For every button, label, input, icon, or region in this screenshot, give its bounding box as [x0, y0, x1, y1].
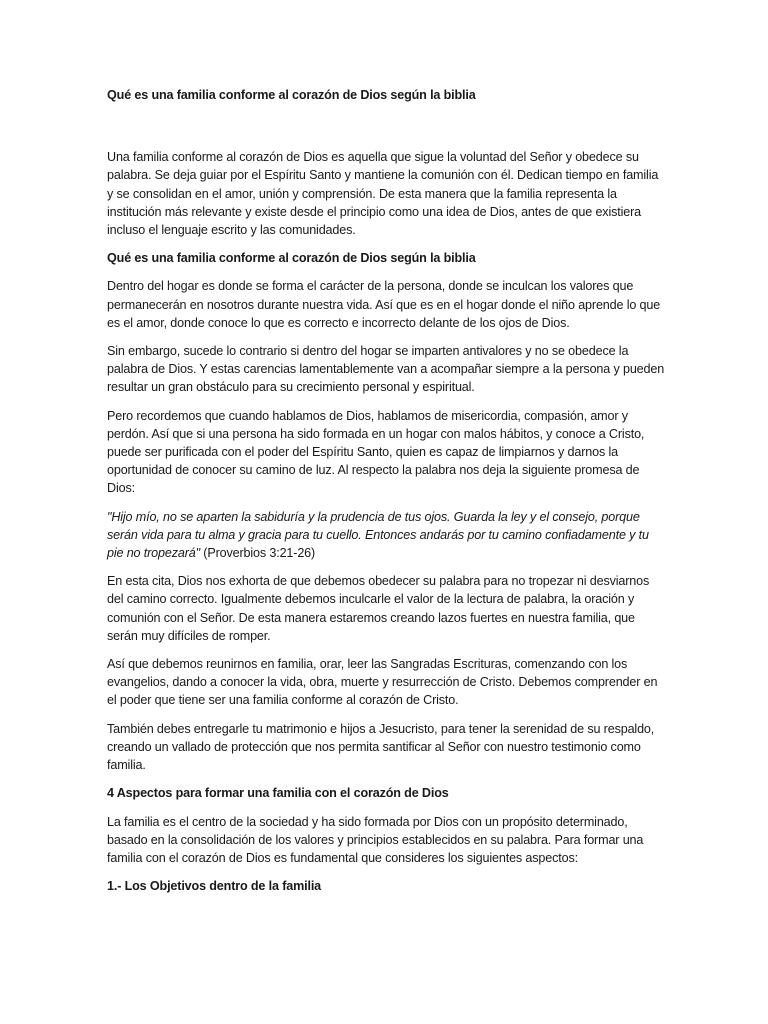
paragraph-8: La familia es el centro de la sociedad y ha sido formada por Dios con un propósito determinado, basado en la consolidación de los valores y principios establecidos en su palabra. Para formar una familia con el corazón de Dios es fundamental que consideres los siguientes aspectos:: [107, 814, 644, 865]
heading-title-3: 4 Aspectos para formar una familia con el corazón de Dios: [107, 786, 449, 801]
quote-reference: (Proverbios 3:21-26): [199, 546, 316, 561]
paragraph-1: Una familia conforme al corazón de Dios es aquella que sigue la voluntad del Señor y obedece su palabra. Se deja guiar por el Espíritu Santo y mantiene la comunión con él. Dedican tiempo en familia y se consolidan en el amor, unión y comprensión. De esta manera que la familia representa la institución más relevante y existe desde el principio como una idea de Dios, antes de que existiera incluso el lenguaje escrito y las comunidades.: [107, 150, 659, 238]
heading-title-4: 1.- Los Objetivos dentro de la familia: [107, 879, 322, 894]
document-page: [107, 86, 667, 905]
heading-title-2: Qué es una familia conforme al corazón de Dios según la biblia: [107, 251, 476, 266]
paragraph-3: Sin embargo, sucede lo contrario si dentro del hogar se imparten antivalores y no se obedece la palabra de Dios. Y estas carencias lamentablemente van a acompañar siempre a la persona y pueden resultar un gran obstáculo para su crecimiento personal y espiritual.: [107, 344, 665, 395]
paragraph-6: Así que debemos reunirnos en familia, orar, leer las Sangradas Escrituras, comenzando con los evangelios, dando a conocer la vida, obra, muerte y resurrección de Cristo. Debemos comprender en el poder que tiene ser una familia conforme al corazón de Cristo.: [107, 657, 658, 708]
quote-text: "Hijo mío, no se aparten la sabiduría y la prudencia de tus ojos. Guarda la ley y el consejo, porque serán vida para tu alma y gracia para tu cuello. Entonces andarás por tu camino confiadamente y tu pie no tropezará": [107, 509, 649, 561]
bible-quote: [107, 508, 667, 563]
paragraph-2: Dentro del hogar es donde se forma el carácter de la persona, donde se inculcan los valores que permanecerán en nosotros durante nuestra vida. Así que es en el hogar donde el niño aprende lo que es el amor, donde conoce lo que es correcto e incorrecto delante de los ojos de Dios.: [107, 279, 661, 330]
paragraph-4: Pero recordemos que cuando hablamos de Dios, hablamos de misericordia, compasión, amor y perdón. Así que si una persona ha sido formada en un hogar con malos hábitos, y conoce a Cristo, puede ser purificada con el poder del Espíritu Santo, quien es capaz de limpiarnos y darnos la oportunidad de conocer su camino de luz. Al respecto la palabra nos deja la siguiente promesa de Dios:: [107, 408, 645, 496]
paragraph-7: También debes entregarle tu matrimonio e hijos a Jesucristo, para tener la serenidad de su respaldo, creando un vallado de protección que nos permita santificar al Señor con nuestro testimonio como familia.: [107, 721, 655, 773]
heading-title-1: Qué es una familia conforme al corazón de Dios según la biblia: [107, 88, 476, 102]
paragraph-5: En esta cita, Dios nos exhorta de que debemos obedecer su palabra para no tropezar ni desviarnos del camino correcto. Igualmente debemos inculcarle el valor de la lectura de palabra, la oración y comunión con el Señor. De esta manera estaremos creando lazos fuertes en nuestra familia, que serán muy difíciles de romper.: [107, 574, 650, 643]
